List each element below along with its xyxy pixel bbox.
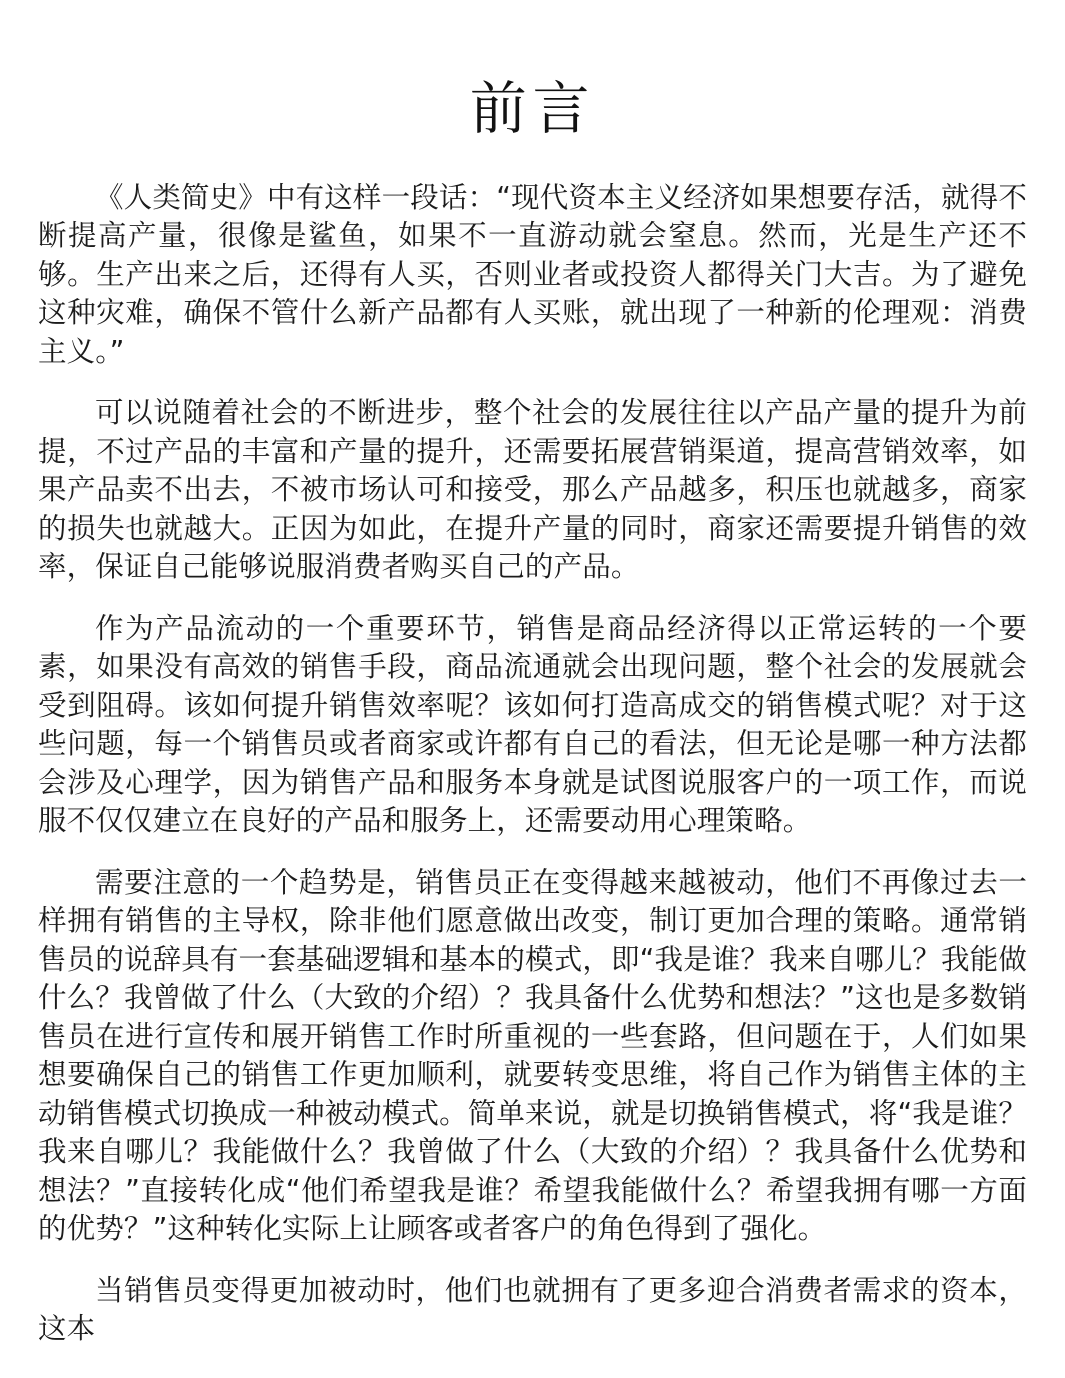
document-body	[38, 179, 1027, 1349]
page-title: 前言	[469, 76, 596, 142]
paragraph-5: 当销售员变得更加被动时，他们也就拥有了更多迎合消费者需求的资本，这本	[38, 1273, 1027, 1346]
paragraph-3: 作为产品流动的一个重要环节，销售是商品经济得以正常运转的一个要素，如果没有高效的销售手段，商品流通就会出现问题，整个社会的发展就会受到阻碍。该如何提升销售效率呢？该如何打造高成交的销售模式呢？对于这些问题，每一个销售员或者商家或许都有自己的看法，但无论是哪一种方法都会涉及心理学，因为销售产品和服务本身就是试图说服客户的一项工作，而说服不仅仅建立在良好的产品和服务上，还需要动用心理策略。	[38, 611, 1027, 838]
paragraph-1: 《人类简史》中有这样一段话：“现代资本主义经济如果想要存活，就得不断提高产量，很像是鲨鱼，如果不一直游动就会窒息。然而，光是生产还不够。生产出来之后，还得有人买，否则业者或投资人都得关门大吉。为了避免这种灾难，确保不管什么新产品都有人买账，就出现了一种新的伦理观：消费主义。”	[38, 180, 1027, 368]
paragraph-2: 可以说随着社会的不断进步，整个社会的发展往往以产品产量的提升为前提，不过产品的丰富和产量的提升，还需要拓展营销渠道，提高营销效率，如果产品卖不出去，不被市场认可和接受，那么产品越多，积压也就越多，商家的损失也就越大。正因为如此，在提升产量的同时，商家还需要提升销售的效率，保证自己能够说服消费者购买自己的产品。	[38, 396, 1027, 584]
paragraph-4: 需要注意的一个趋势是，销售员正在变得越来越被动，他们不再像过去一样拥有销售的主导权，除非他们愿意做出改变，制订更加合理的策略。通常销售员的说辞具有一套基础逻辑和基本的模式，即“我是谁？我来自哪儿？我能做什么？我曾做了什么（大致的介绍）？我具备什么优势和想法？”这也是多数销售员在进行宣传和展开销售工作时所重视的一些套路，但问题在于，人们如果想要确保自己的销售工作更加顺利，就要转变思维，将自己作为销售主体的主动销售模式切换成一种被动模式。简单来说，就是切换销售模式，将“我是谁？我来自哪儿？我能做什么？我曾做了什么（大致的介绍）？我具备什么优势和想法？”直接转化成“他们希望我是谁？希望我能做什么？希望我拥有哪一方面的优势？”这种转化实际上让顾客或者客户的角色得到了强化。	[38, 865, 1027, 1246]
